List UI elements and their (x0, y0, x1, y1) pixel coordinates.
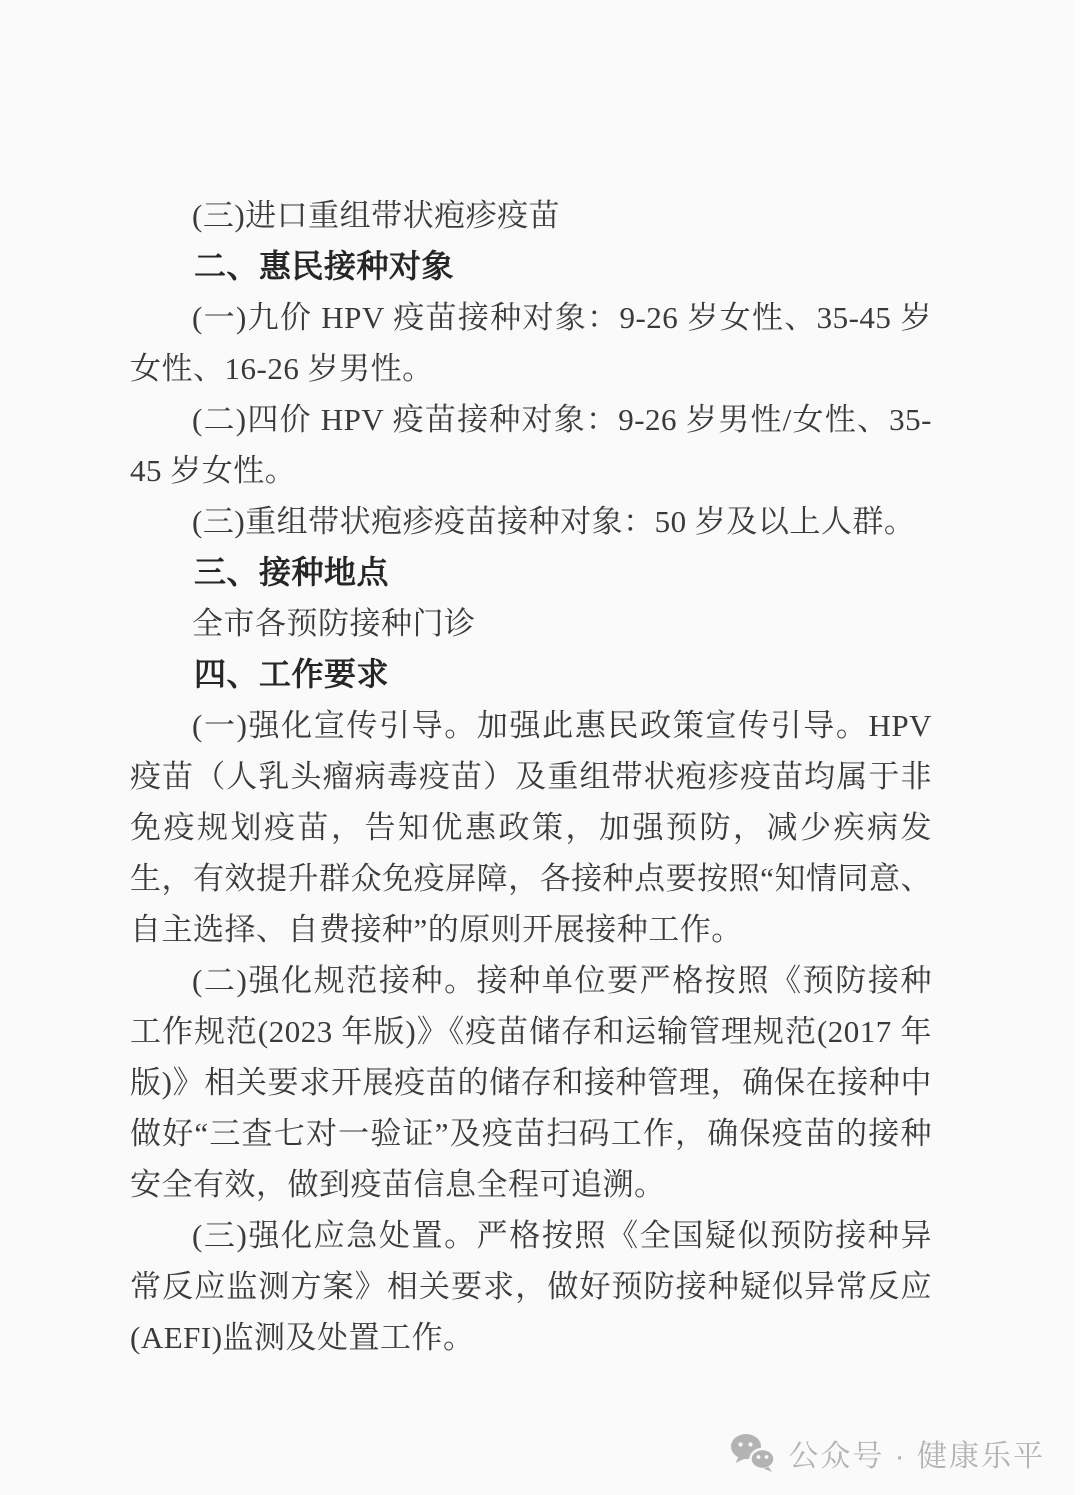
paragraph: (二)四价 HPV 疫苗接种对象：9-26 岁男性/女性、35-45 岁女性。 (130, 402, 932, 488)
paragraph: (三)强化应急处置。严格按照《全国疑似预防接种异常反应监测方案》相关要求，做好预防接种疑似异常反应(AEFI)监测及处置工作。 (130, 1218, 932, 1355)
paragraph: 全市各预防接种门诊 (192, 606, 476, 641)
section-heading: 二、惠民接种对象 (194, 248, 455, 284)
section-heading: 四、工作要求 (194, 656, 390, 692)
document-body (130, 190, 932, 1363)
section-heading: 三、接种地点 (194, 554, 390, 590)
paragraph: (三)进口重组带状疱疹疫苗 (192, 198, 561, 233)
wechat-icon (730, 1433, 776, 1473)
paragraph: (一)九价 HPV 疫苗接种对象：9-26 岁女性、35-45 岁女性、16-26 岁男性。 (130, 300, 932, 386)
wechat-footer (730, 1430, 1045, 1476)
paragraph: (一)强化宣传引导。加强此惠民政策宣传引导。HPV 疫苗（人乳头瘤病毒疫苗）及重组带状疱疹疫苗均属于非免疫规划疫苗，告知优惠政策，加强预防，减少疾病发生，有效提升群众免疫屏障，各接种点要按照“知情同意、自主选择、自费接种”的原则开展接种工作。 (130, 708, 932, 947)
paragraph: (三)重组带状疱疹疫苗接种对象：50 岁及以上人群。 (192, 504, 916, 539)
scan-edge (1073, 0, 1080, 1495)
footer-label: 公众号 · 健康乐平 (788, 1440, 1045, 1473)
paragraph: (二)强化规范接种。接种单位要严格按照《预防接种工作规范(2023 年版)》《疫苗储存和运输管理规范(2017 年版)》相关要求开展疫苗的储存和接种管理，确保在接种中做好“三查七对一验证”及疫苗扫码工作，确保疫苗的接种安全有效，做到疫苗信息全程可追溯。 (130, 963, 932, 1202)
